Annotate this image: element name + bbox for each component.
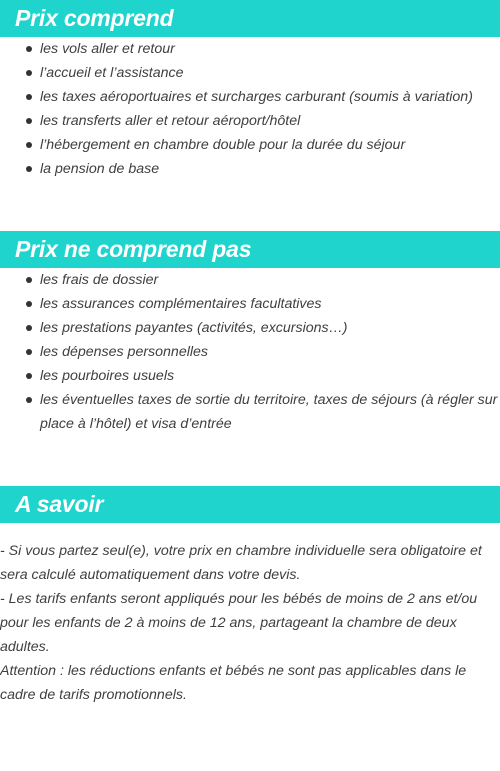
list-item [24, 388, 500, 436]
list-item-text: les vols aller et retour [40, 41, 175, 57]
list-item [24, 85, 500, 109]
bullet-icon [26, 166, 32, 172]
bullet-icon [26, 46, 32, 52]
section-title-good-to-know: A savoir [15, 491, 104, 517]
section-header-good-to-know [0, 486, 500, 523]
list-item-text: les dépenses personnelles [40, 344, 208, 360]
list-item-text: les transferts aller et retour aéroport/hôtel [40, 113, 301, 129]
spacer [0, 181, 500, 231]
list-item [24, 61, 500, 85]
bullet-icon [26, 94, 32, 100]
list-item-text: les frais de dossier [40, 272, 159, 288]
info-paragraph: - Si vous partez seul(e), votre prix en chambre individuelle sera obligatoire et sera calculé automatiquement dans votre devis. [0, 543, 482, 583]
section-title-not-included: Prix ne comprend pas [15, 236, 252, 262]
list-item [24, 133, 500, 157]
bullet-icon [26, 118, 32, 124]
list-item-text: les éventuelles taxes de sortie du territoire, taxes de séjours (à régler sur place à l’hôtel) et visa d’entrée [40, 392, 498, 432]
list-item-text: l’hébergement en chambre double pour la durée du séjour [40, 137, 406, 153]
bullet-icon [26, 277, 32, 283]
not-included-list [0, 268, 500, 436]
info-paragraph: Attention : les réductions enfants et bébés ne sont pas applicables dans le cadre de tarifs promotionnels. [0, 663, 467, 703]
good-to-know-text [0, 539, 500, 707]
bullet-icon [26, 325, 32, 331]
bullet-icon [26, 142, 32, 148]
bullet-icon [26, 70, 32, 76]
list-item-text: les pourboires usuels [40, 368, 175, 384]
bullet-icon [26, 373, 32, 379]
bullet-icon [26, 301, 32, 307]
list-item [24, 364, 500, 388]
info-paragraph: - Les tarifs enfants seront appliqués pour les bébés de moins de 2 ans et/ou pour les enfants de 2 à moins de 12 ans, partageant la chambre de deux adultes. [0, 591, 478, 655]
list-item-text: les taxes aéroportuaires et surcharges carburant (soumis à variation) [40, 89, 473, 105]
included-list [0, 37, 500, 181]
list-item-text: les prestations payantes (activités, excursions…) [40, 320, 348, 336]
list-item-text: l’accueil et l’assistance [40, 65, 184, 81]
list-item [24, 316, 500, 340]
list-item [24, 157, 500, 181]
list-item [24, 340, 500, 364]
section-header-not-included [0, 231, 500, 268]
bullet-icon [26, 349, 32, 355]
bullet-icon [26, 397, 32, 403]
section-header-included [0, 0, 500, 37]
list-item-text: les assurances complémentaires facultatives [40, 296, 322, 312]
list-item-text: la pension de base [40, 161, 160, 177]
list-item [24, 37, 500, 61]
spacer [0, 436, 500, 486]
list-item [24, 268, 500, 292]
list-item [24, 292, 500, 316]
list-item [24, 109, 500, 133]
section-title-included: Prix comprend [15, 5, 174, 31]
